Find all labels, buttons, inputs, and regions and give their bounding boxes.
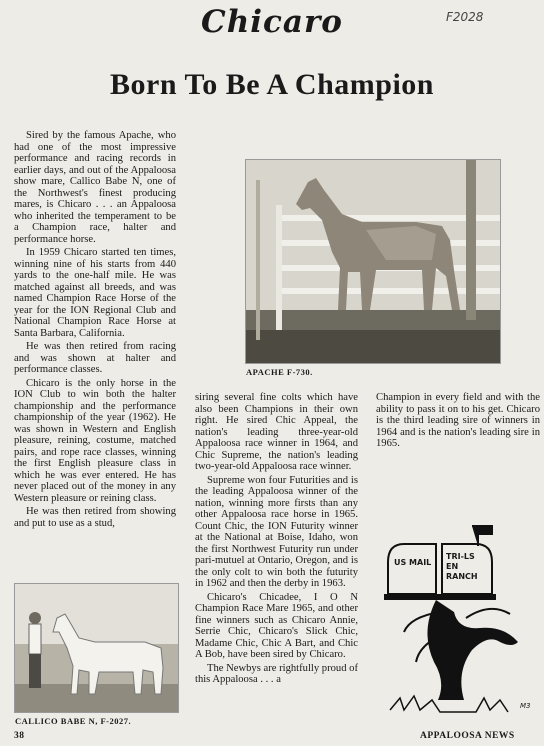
paragraph: Supreme won four Futurities and is the leading Appaloosa winner of the nation, winning more firsts than any other Appaloosa race horse in 1965. Count Chic, the ION Futurity winner at the National at Boise, Idaho, won the first Northwest Futurity run under pari-mutuel at Ontario, Oregon, and is the only colt to win both the futurity in 1962 and then the derby in 1963. [195,474,358,589]
paragraph: Sired by the famous Apache, who had one of the most impressive performance and racing records in earlier days, and out of the Appaloosa show mare, Callico Babe N, one of the Northwest's finest producing mares, is Chicaro . . . an Appaloosa who inherited the temperament to be a Champion race, halter and performance horse. [14,130,176,245]
paragraph: siring several fine colts which have also been Champions in their own right. He sired Chic Appeal, the nation's leading three-year-old Appaloosa race winner in 1964, and Chic Supreme, the nation's leading two-year-old Appaloosa race winner. [195,392,358,472]
mailbox-right-label: TRI-LS EN RANCH [446,552,478,581]
horse-photo-image [246,160,500,363]
callico-photo-caption: CALLICO BABE N, F-2027. [15,716,132,726]
article-column-1 [14,130,176,531]
paragraph: In 1959 Chicaro started ten times, winning nine of his starts from 440 yards to the one-half mile. He was matched against all breeds, and was named Champion Race Horse of the year for the ION Regional Club and National Champion Race Horse at Santa Barbara, California. [14,247,176,339]
apache-photo-caption: APACHE F-730. [246,367,313,377]
paragraph: He was then retired from showing and put to use as a stud, [14,506,176,529]
handwritten-note: F2028 [446,10,484,24]
mailbox-left-label: US MAIL [394,558,432,567]
page-number: 38 [14,731,25,741]
apache-horse-photo [245,159,501,364]
page-title: Chicaro [201,4,343,40]
paragraph: He was then retired from racing and was shown at halter and performance classes. [14,341,176,375]
cartoon-signature: M3 [520,702,531,710]
paragraph: The Newbys are rightfully proud of this Appaloosa . . . a [195,662,358,685]
paragraph: Champion in every field and with the ability to pass it on to his get. Chicaro is the third leading sire of winners in 1964 and is the nation's leading sire in 1965. [376,392,540,449]
paragraph: Chicaro's Chicadee, I O N Champion Race Mare 1965, and other fine winners such as Chicaro Annie, Serrie Chic, Chicaro's Slick Chic, Madame Chic, Chic A Bart, and Chic A Bob, have been sired by Chicaro. [195,591,358,660]
article-headline: Born To Be A Champion [110,68,434,101]
mare-photo-image [15,584,178,712]
paragraph: Chicaro is the only horse in the ION Club to win both the halter championship and the performance championship of the year (1962). He was shown in Western and English pleasure, reining, costume, matched pairs, and rope race classes, winning the first English pleasure class in which he was ever entered. He has never placed out of the money in any Western pleasure or reining class. [14,377,176,504]
mailbox-cartoon [380,522,540,722]
publication-name: APPALOOSA NEWS [420,731,515,741]
article-column-2 [195,392,358,688]
callico-babe-photo [14,583,179,713]
article-column-3 [376,392,540,452]
